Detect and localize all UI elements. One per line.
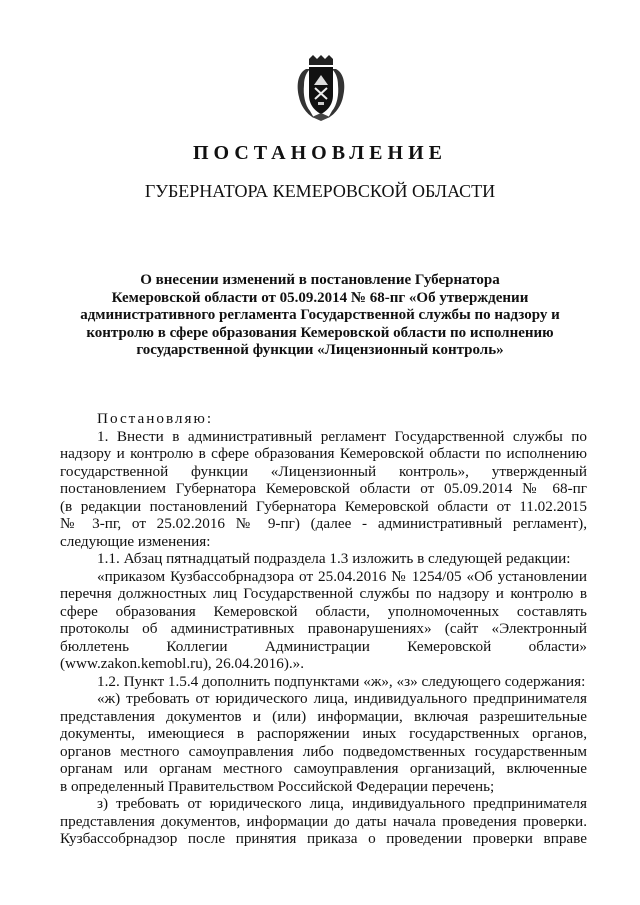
body-line: органам или органам местного самоуправления организаций, включенные [60, 760, 587, 777]
body-line: (www.zakon.kemobl.ru), 26.04.2016).». [60, 655, 305, 672]
document-body [60, 410, 587, 848]
subject-line: Кемеровской области от 05.09.2014 № 68-пг «Об утверждении [111, 289, 529, 306]
body-line: № 3-пг, от 25.02.2016 № 9-пг) (далее - административный регламент), [60, 515, 587, 532]
body-line: бюллетень Коллегии Администрации Кемеровской области» [60, 637, 587, 655]
body-line: Кузбассобрнадзор после принятия приказа о проведении проверки вправе [60, 830, 587, 847]
issuer-title: ГУБЕРНАТОРА КЕМЕРОВСКОЙ ОБЛАСТИ [144, 181, 496, 201]
body-line: надзору и контролю в сфере образования Кемеровской области по исполнению [60, 445, 587, 462]
subject-line: контролю в сфере образования Кемеровской области по исполнению [86, 324, 554, 341]
subject-line: государственной функции «Лицензионный контроль» [136, 342, 504, 358]
body-line: государственной функции «Лицензионный контроль», утвержденный [60, 462, 587, 480]
document-type-title: ПОСТАНОВЛЕНИЕ [193, 142, 447, 164]
body-line: в определенный Правительством Российской Федерации перечень; [60, 777, 495, 795]
body-line: следующие изменения: [60, 532, 211, 550]
body-line: з) требовать от юридического лица, индивидуального предпринимателя [97, 795, 587, 812]
body-line: представления документов, информации до даты начала проведения проверки. [60, 812, 587, 830]
body-line: (в редакции постановлений Губернатора Кемеровской области от 11.02.2015 [60, 497, 587, 515]
subject-line: административного регламента Государственной службы по надзору и [80, 307, 560, 323]
body-line: перечня должностных лиц Государственной службы по надзору и контролю в [60, 585, 587, 602]
subject-line: О внесении изменений в постановление Губернатора [140, 272, 500, 288]
body-line: «приказом Кузбассобрнадзора от 25.04.2016 № 1254/05 «Об установлении [97, 567, 587, 585]
body-line: сфере образования Кемеровской области, уполномоченных составлять [60, 602, 587, 620]
body-line: «ж) требовать от юридического лица, индивидуального предпринимателя [97, 690, 587, 707]
body-line: документы, имеющиеся в распоряжении иных государственных органов, [60, 725, 587, 742]
body-line: органов местного самоуправления либо подведомственных государственным [60, 742, 587, 760]
body-line: представления документов и (или) информации, включая разрешительные [60, 707, 587, 725]
body-line: протоколы об административных правонарушениях» (сайт «Электронный [60, 620, 587, 637]
coat-of-arms-icon [296, 55, 346, 121]
document-subject [60, 272, 580, 360]
body-line: 1.1. Абзац пятнадцатый подраздела 1.3 изложить в следующей редакции: [97, 550, 571, 567]
body-line: 1.2. Пункт 1.5.4 дополнить подпунктами «ж», «з» следующего содержания: [97, 672, 586, 690]
body-line: 1. Внести в административный регламент Государственной службы по [97, 427, 587, 445]
resolution-preamble: Постановляю: [97, 410, 214, 427]
body-line: постановлением Губернатора Кемеровской области от 05.09.2014 № 68-пг [60, 480, 587, 497]
